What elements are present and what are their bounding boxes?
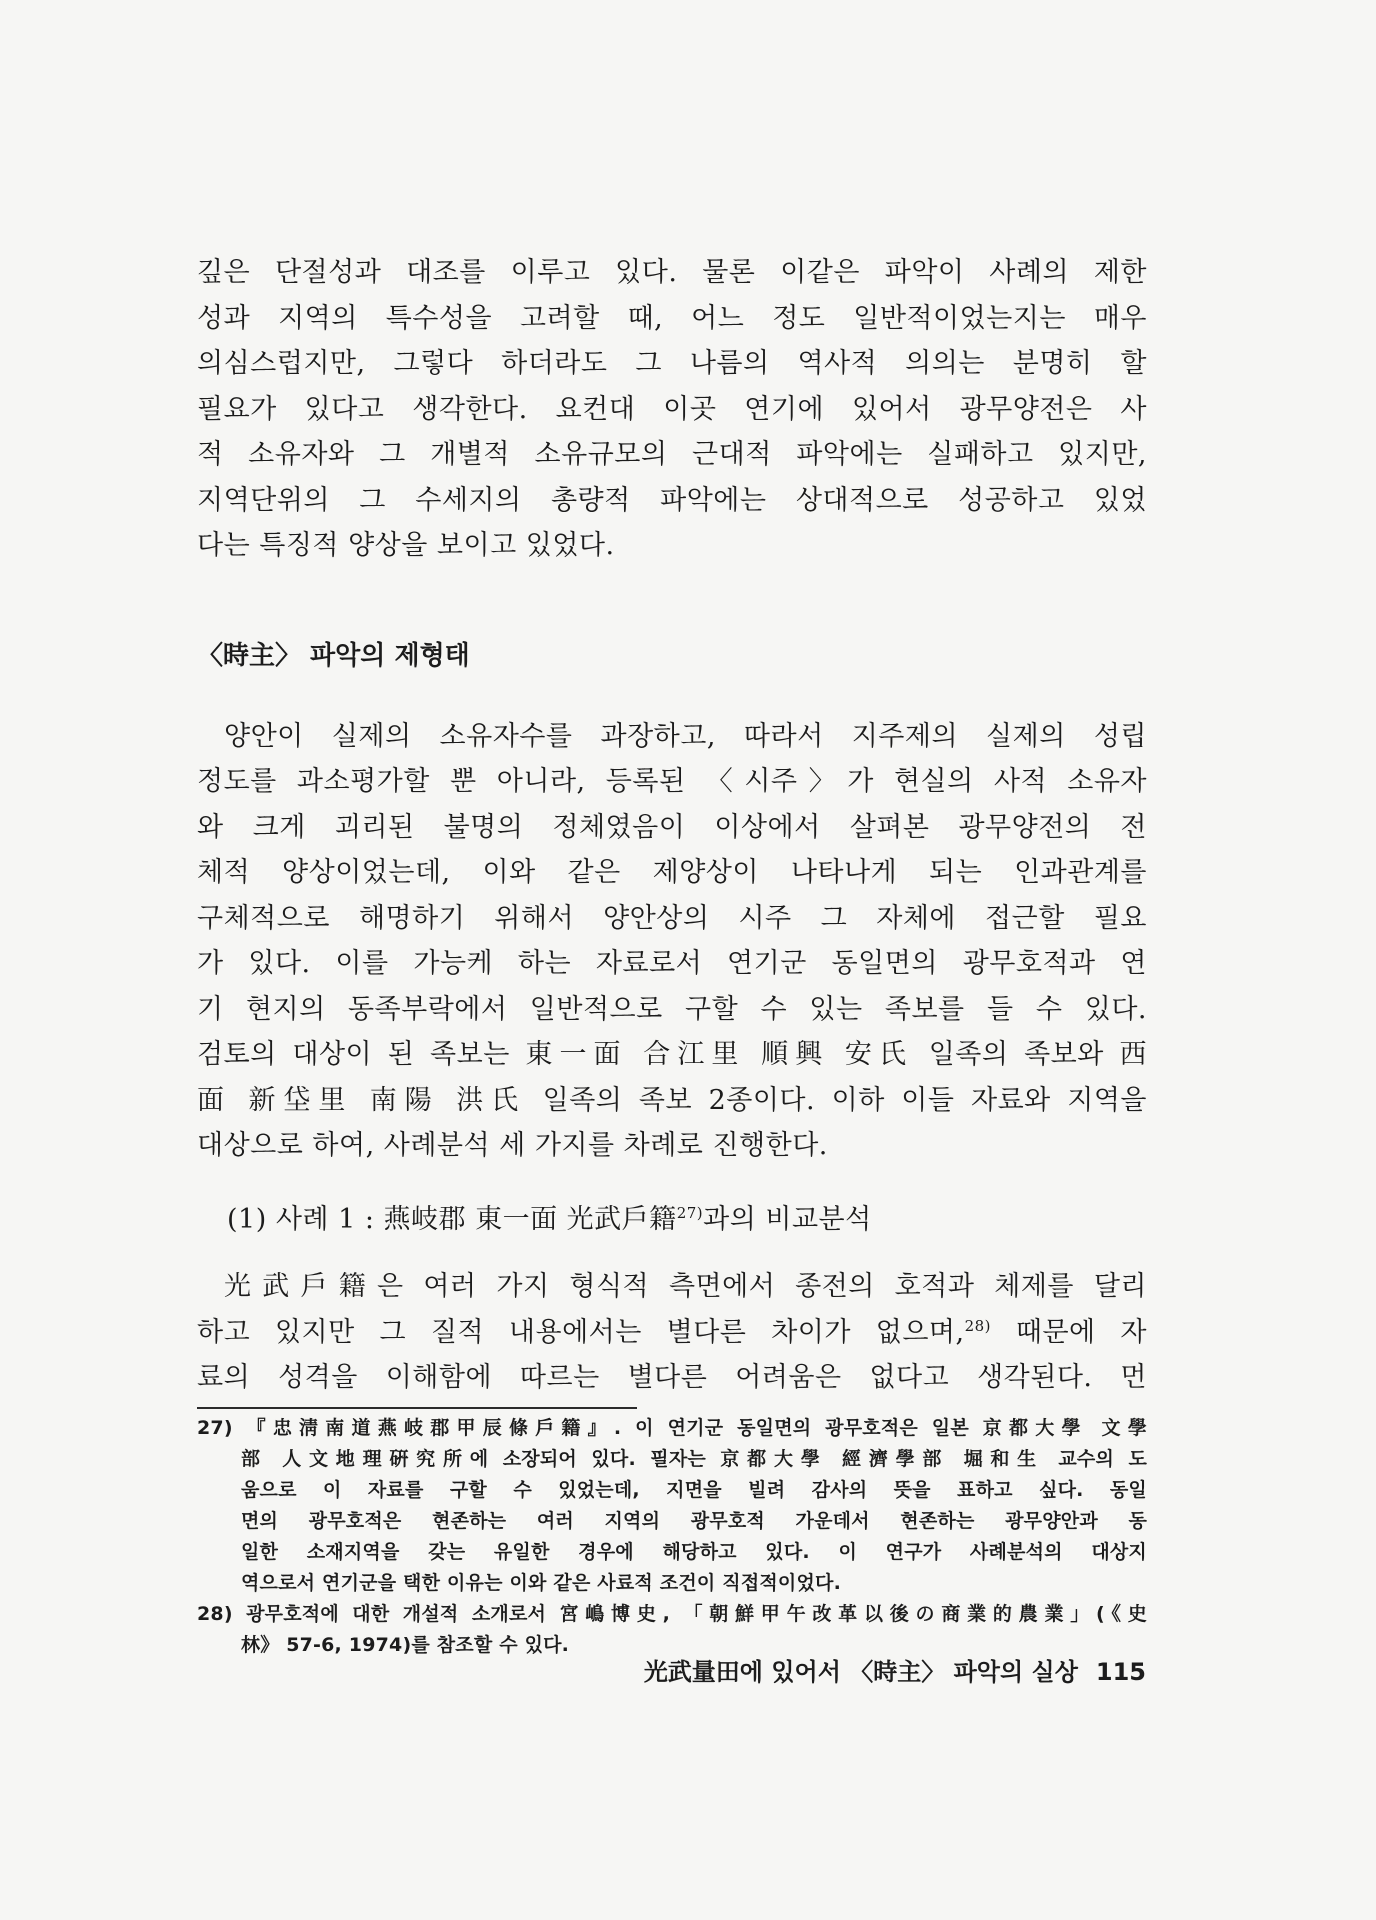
text-segment: 하고 있지만 그 질적 내용에서는 별다른 차이가 없으며, [197,1316,965,1348]
footnote-line: 27) 『忠淸南道燕岐郡甲辰條戶籍』. 이 연기군 동일면의 광무호적은 일본 京都大學 文學 [197,1416,1147,1439]
text-segment: 때문에 자 [991,1316,1148,1348]
text-line: 체적 양상이었는데, 이와 같은 제양상이 나타나게 되는 인과관계를 [197,857,1147,888]
paragraph-3 [197,1264,1147,1401]
text-line: 필요가 있다고 생각한다. 요컨대 이곳 연기에 있어서 광무양전은 사 [197,393,1147,425]
footnote-line: 일한 소재지역을 갖는 유일한 경우에 해당하고 있다. 이 연구가 사례분석의 대상지 [241,1540,1147,1563]
paragraph-2 [197,714,1147,1169]
section-heading: 〈時主〉 파악의 제형태 [197,640,470,671]
text-line: 료의 성격을 이해함에 따르는 별다른 어려움은 없다고 생각된다. 먼 [197,1362,1147,1393]
text-line: 양안이 실제의 소유자수를 과장하고, 따라서 지주제의 실제의 성립 [224,720,1147,752]
text-line: 面 新垈里 南陽 洪氏 일족의 족보 2종이다. 이하 이들 자료와 지역을 [197,1084,1147,1116]
running-footer [644,1652,1146,1687]
text-line: 적 소유자와 그 개별적 소유규모의 근대적 파악에는 실패하고 있지만, [197,439,1147,470]
footnote-line: 28) 광무호적에 대한 개설적 소개로서 宮嶋博史, 「朝鮮甲午改革以後の商業的農業」(《史 [197,1602,1147,1625]
footnote-line: 면의 광무호적은 현존하는 여러 지역의 광무호적 가운데서 현존하는 광무양안과 동 [241,1509,1147,1532]
running-footer-title: 光武量田에 있어서 〈時主〉 파악의 실상 [643,1658,1078,1686]
footnote-line: 林》 57-6, 1974)를 참조할 수 있다. [241,1633,570,1656]
footnote-ref-28[interactable]: 28) [964,1316,992,1335]
text-line: 기 현지의 동족부락에서 일반적으로 구할 수 있는 족보를 들 수 있다. [197,993,1147,1025]
text-line: 가 있다. 이를 가능케 하는 자료로서 연기군 동일면의 광무호적과 연 [197,948,1147,979]
subsection-heading [197,1197,1147,1243]
text-line: 구체적으로 해명하기 위해서 양안상의 시주 그 자체에 접근할 필요 [197,902,1147,934]
page-body [197,250,1147,1661]
paragraph-1 [197,250,1147,569]
text-line [197,1310,1147,1356]
footnote-line: 역으로서 연기군을 택한 이유는 이와 같은 사료적 조건이 직접적이었다. [241,1571,842,1594]
text-line: 지역단위의 그 수세지의 총량적 파악에는 상대적으로 성공하고 있었 [197,484,1147,516]
footnote-line: 部 人文地理硏究所에 소장되어 있다. 필자는 京都大學 經濟學部 堀和生 교수의 도 [241,1447,1147,1470]
text-line: 의심스럽지만, 그렇다 하더라도 그 나름의 역사적 의의는 분명히 할 [197,348,1147,379]
text-line: 정도를 과소평가할 뿐 아니라, 등록된 〈시주〉가 현실의 사적 소유자 [197,766,1147,797]
text-line: 깊은 단절성과 대조를 이루고 있다. 물론 이같은 파악이 사례의 제한 [197,257,1147,288]
footnote-line: 움으로 이 자료를 구할 수 있었는데, 지면을 빌려 감사의 뜻을 표하고 싶다. 동일 [241,1478,1147,1501]
text-line: 성과 지역의 특수성을 고려할 때, 어느 정도 일반적이었는지는 매우 [197,302,1147,334]
text-line: 대상으로 하여, 사례분석 세 가지를 차례로 진행한다. [197,1130,828,1161]
text-line: 다는 특징적 양상을 보이고 있었다. [197,530,615,561]
footnote-ref-27[interactable]: 27) [676,1203,704,1222]
text-line: 검토의 대상이 된 족보는 東一面 合江里 順興 安氏 일족의 족보와 西 [197,1039,1147,1070]
footnote-27 [197,1413,1147,1599]
page-number: 115 [1095,1658,1146,1686]
subsection-heading-suffix: 과의 비교분석 [703,1203,872,1235]
text-line: 와 크게 괴리된 불명의 정체였음이 이상에서 살펴본 광무양전의 전 [197,811,1147,843]
text-line: 光武戶籍은 여러 가지 형식적 측면에서 종전의 호적과 체제를 달리 [224,1271,1147,1302]
subsection-heading-text: (1) 사례 1 : 燕岐郡 東一面 光武戶籍 [227,1203,677,1235]
